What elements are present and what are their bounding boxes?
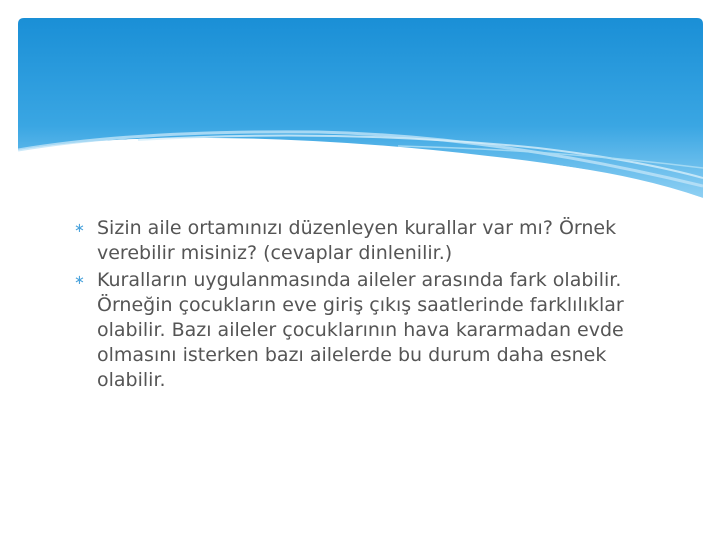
banner-wave-graphic [18,18,703,208]
asterisk-bullet-icon: ∗ [74,221,85,236]
bullet-text: Kuralların uygulanmasında aileler arasında fark olabilir. Örneğin çocukların eve giriş çıkış saatlerinde farklılıklar olabilir. Bazı aileler çocuklarının hava kararmadan evde olmasını isterken bazı ailelerde bu durum daha esnek olabilir. [97,269,624,391]
bullet-list [72,216,662,393]
list-item [72,268,662,393]
slide-content [72,216,662,395]
header-banner [18,18,703,208]
bullet-text: Sizin aile ortamınızı düzenleyen kurallar var mı? Örnek verebilir misiniz? (cevaplar dinlenilir.) [97,217,617,264]
list-item [72,216,662,266]
asterisk-bullet-icon: ∗ [74,273,85,288]
